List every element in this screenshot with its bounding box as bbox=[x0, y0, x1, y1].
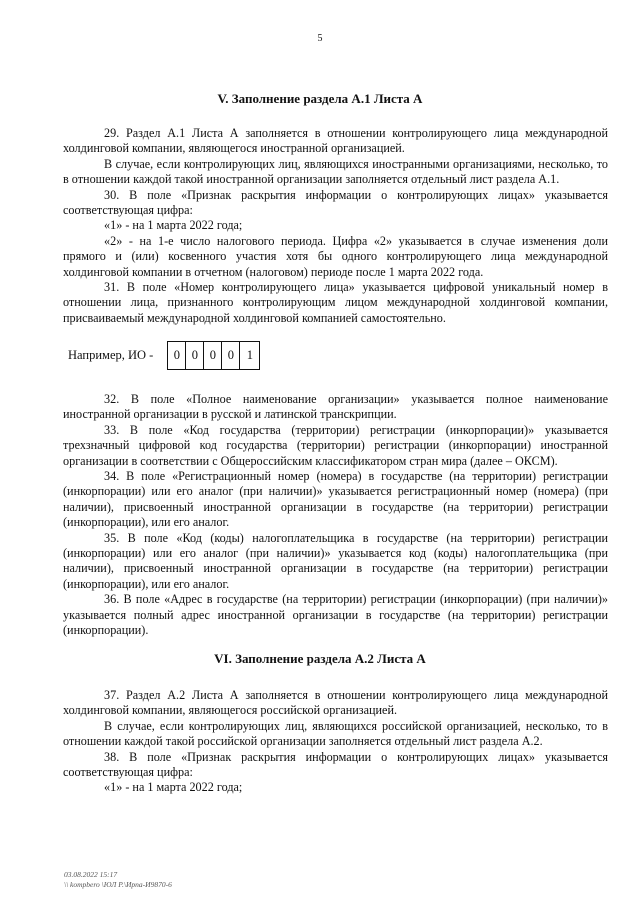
code-cell: 0 bbox=[168, 342, 186, 369]
section-a1-body bbox=[63, 126, 608, 326]
paragraph-36: 36. В поле «Адрес в государстве (на территории) регистрации (инкорпорации) (при наличии)» указывается полный адрес иностранной организации в государстве (на территории) регистрации (инкорпорации). bbox=[63, 592, 608, 638]
code-cell: 1 bbox=[246, 348, 253, 362]
page-number: 5 bbox=[317, 33, 323, 44]
paragraph-37-note: В случае, если контролирующих лиц, являющихся российской организацией, несколько, то в отношении каждой такой российской организации заполняется отдельный лист раздела А.2. bbox=[63, 718, 608, 749]
section-a2-body bbox=[63, 688, 608, 796]
code-cell: 0 bbox=[222, 342, 240, 369]
code-cell: 0 bbox=[204, 342, 222, 369]
paragraph-35: 35. В поле «Код (коды) налогоплательщика в государстве (на территории) регистрации (инкорпорации) или его аналог (при наличии)» указывается код (коды) налогоплательщика (при наличии), присвоенный иностранной организации в государстве (на территории) регистрации (инкорпорации), или его аналог. bbox=[63, 530, 608, 591]
paragraph-30-option-2: «2» - на 1-е число налогового периода. Цифра «2» указывается в случае изменения доли прямого и (или) косвенного участия хотя бы одного контролирующего лица международной холдинговой компании в отчетном (налоговом) периоде после 1 марта 2022 года. bbox=[63, 233, 608, 279]
section-a2-heading: VI. Заполнение раздела А.2 Листа А bbox=[214, 651, 426, 666]
example-code-box bbox=[68, 341, 260, 370]
paragraph-32: 32. В поле «Полное наименование организации» указывается полное наименование иностранной организации в русской и латинской транскрипции. bbox=[63, 392, 608, 422]
code-cells bbox=[167, 341, 260, 370]
example-label: Например, ИО - bbox=[68, 348, 154, 362]
paragraph-29-note: В случае, если контролирующих лиц, являющихся иностранными организациями, несколько, то в отношении каждой такой иностранной организации заполняется отдельный лист раздела А.1. bbox=[63, 156, 608, 187]
document-footer bbox=[64, 870, 172, 890]
section-a1-heading: V. Заполнение раздела А.1 Листа А bbox=[217, 91, 423, 106]
paragraph-30-option-1: «1» - на 1 марта 2022 года; bbox=[104, 218, 243, 233]
paragraph-37: 37. Раздел А.2 Листа А заполняется в отношении контролирующего лица международной холдинговой компании, являющегося российской организацией. bbox=[63, 688, 608, 718]
footer-timestamp: 03.08.2022 15:17 bbox=[64, 870, 118, 879]
paragraph-30: 30. В поле «Признак раскрытия информации о контролирующих лицах» указывается соответствующая цифра: bbox=[63, 187, 608, 218]
code-cell: 0 bbox=[186, 342, 204, 369]
paragraph-31: 31. В поле «Номер контролирующего лица» указывается цифровой уникальный номер в отношении лица, признанного контролирующим лицом международной холдинговой компании, присваиваемый международной холдинговой компанией самостоятельно. bbox=[63, 280, 608, 325]
paragraph-34: 34. В поле «Регистрационный номер (номера) в государстве (на территории) регистрации (инкорпорации) или его аналог (при наличии)» указывается регистрационный номер (номера) (при наличии), присвоенный иностранной организации в государстве (на территории) регистрации (инкорпорации), или его аналог. bbox=[63, 469, 608, 530]
footer-file-path: \\ kompbero \ЮЛ Р.\Ирпа-И9870-6 bbox=[64, 880, 172, 889]
paragraph-38: 38. В поле «Признак раскрытия информации о контролирующих лицах» указывается соответствующая цифра: bbox=[63, 749, 608, 780]
paragraph-33: 33. В поле «Код государства (территории) регистрации (инкорпорации)» указывается трехзначный цифровой код государства (территории) регистрации (инкорпорации) иностранной организации в соответствии с Общероссийским классификатором стран мира (далее – ОКСМ). bbox=[63, 422, 608, 468]
paragraph-29: 29. Раздел А.1 Листа А заполняется в отношении контролирующего лица международной холдинговой компании, являющегося иностранной организацией. bbox=[63, 126, 608, 156]
section-a1-body-continued bbox=[63, 392, 608, 639]
paragraph-38-option-1: «1» - на 1 марта 2022 года; bbox=[104, 780, 243, 795]
